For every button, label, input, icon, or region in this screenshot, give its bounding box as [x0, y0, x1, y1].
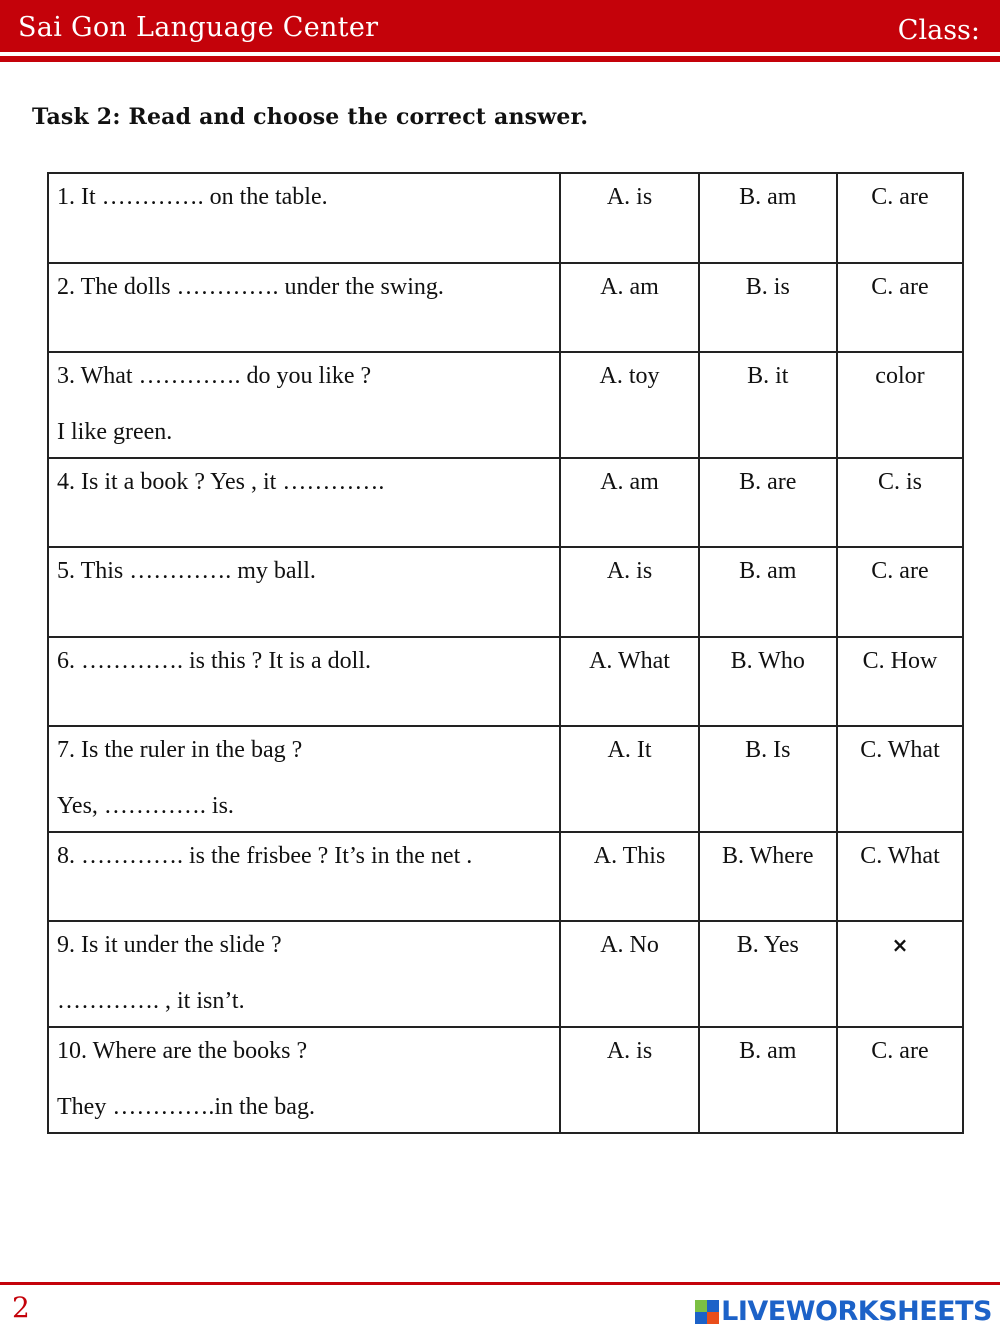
- question-text-cell: [48, 352, 560, 458]
- question-text-cell: [48, 726, 560, 832]
- question-second-line: They ………….in the bag.: [57, 1094, 315, 1120]
- question-line: 1. It …………. on the table.: [57, 184, 328, 210]
- header-divider: [0, 56, 1000, 62]
- answer-option-b[interactable]: B. Yes: [699, 921, 837, 1027]
- question-second-line: I like green.: [57, 419, 173, 445]
- brand-name: LIVEWORKSHEETS: [721, 1296, 992, 1327]
- answer-option-a[interactable]: A. am: [560, 458, 698, 547]
- answer-option-c[interactable]: C. is: [837, 458, 963, 547]
- answer-option-b[interactable]: B. Where: [699, 832, 837, 921]
- question-text-cell: [48, 1027, 560, 1133]
- question-line: 7. Is the ruler in the bag ?: [57, 737, 303, 763]
- answer-option-a[interactable]: A. is: [560, 173, 698, 263]
- question-text-cell: [48, 832, 560, 921]
- answer-option-a[interactable]: A. It: [560, 726, 698, 832]
- question-second-line: Yes, …………. is.: [57, 793, 234, 819]
- answer-option-a[interactable]: A. am: [560, 263, 698, 352]
- question-text-cell: [48, 458, 560, 547]
- question-line: 2. The dolls …………. under the swing.: [57, 274, 444, 300]
- question-row: [48, 726, 963, 832]
- page-number: 2: [12, 1291, 30, 1324]
- question-row: [48, 352, 963, 458]
- answer-option-b[interactable]: B. is: [699, 263, 837, 352]
- answer-option-b[interactable]: B. am: [699, 1027, 837, 1133]
- answer-option-c[interactable]: C. are: [837, 173, 963, 263]
- answer-option-b[interactable]: B. Is: [699, 726, 837, 832]
- question-text-cell: [48, 547, 560, 637]
- footer-divider: [0, 1282, 1000, 1285]
- answer-option-c[interactable]: C. are: [837, 263, 963, 352]
- answer-option-b[interactable]: B. it: [699, 352, 837, 458]
- center-name: Sai Gon Language Center: [18, 12, 379, 43]
- question-line: 6. …………. is this ? It is a doll.: [57, 648, 371, 674]
- question-text-cell: [48, 637, 560, 726]
- question-row: [48, 832, 963, 921]
- close-icon[interactable]: ×: [837, 921, 963, 1027]
- question-line: 10. Where are the books ?: [57, 1038, 308, 1064]
- question-text-cell: [48, 263, 560, 352]
- question-table: [47, 172, 964, 1134]
- answer-option-c[interactable]: color: [837, 352, 963, 458]
- question-row: [48, 921, 963, 1027]
- question-line: 9. Is it under the slide ?: [57, 932, 282, 958]
- question-line: 3. What …………. do you like ?: [57, 363, 372, 389]
- answer-option-a[interactable]: A. is: [560, 1027, 698, 1133]
- question-row: [48, 458, 963, 547]
- answer-option-a[interactable]: A. What: [560, 637, 698, 726]
- question-row: [48, 547, 963, 637]
- question-row: [48, 1027, 963, 1133]
- question-line: 8. …………. is the frisbee ? It’s in the net .: [57, 843, 473, 869]
- answer-option-a[interactable]: A. toy: [560, 352, 698, 458]
- question-text-cell: [48, 173, 560, 263]
- class-label: Class:: [897, 15, 980, 46]
- answer-option-b[interactable]: B. Who: [699, 637, 837, 726]
- liveworksheets-logo-icon: [695, 1300, 719, 1324]
- task-title: Task 2: Read and choose the correct answer.: [32, 104, 589, 130]
- question-row: [48, 637, 963, 726]
- answer-option-b[interactable]: B. are: [699, 458, 837, 547]
- answer-option-b[interactable]: B. am: [699, 547, 837, 637]
- answer-option-c[interactable]: C. are: [837, 547, 963, 637]
- question-row: [48, 173, 963, 263]
- question-text-cell: [48, 921, 560, 1027]
- answer-option-c[interactable]: C. How: [837, 637, 963, 726]
- question-row: [48, 263, 963, 352]
- answer-option-a[interactable]: A. This: [560, 832, 698, 921]
- answer-option-c[interactable]: C. What: [837, 832, 963, 921]
- question-line: 5. This …………. my ball.: [57, 558, 316, 584]
- answer-option-c[interactable]: C. What: [837, 726, 963, 832]
- answer-option-a[interactable]: A. No: [560, 921, 698, 1027]
- brand-footer: [695, 1296, 992, 1327]
- answer-option-a[interactable]: A. is: [560, 547, 698, 637]
- answer-option-b[interactable]: B. am: [699, 173, 837, 263]
- question-second-line: …………. , it isn’t.: [57, 988, 245, 1014]
- answer-option-c[interactable]: C. are: [837, 1027, 963, 1133]
- question-line: 4. Is it a book ? Yes , it ………….: [57, 469, 385, 495]
